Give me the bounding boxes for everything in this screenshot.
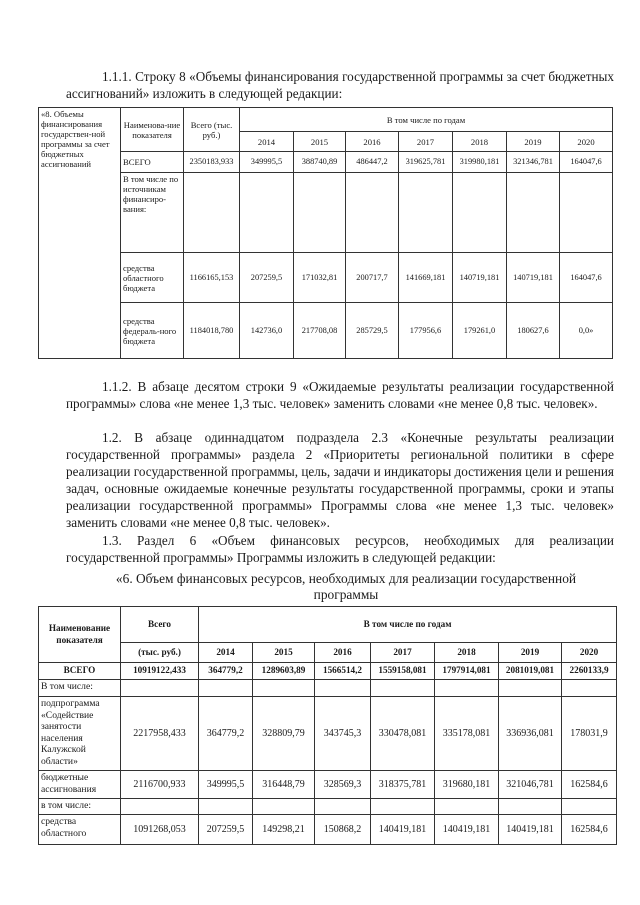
row-total: 2350183,933: [184, 152, 240, 173]
year-header: 2016: [346, 132, 399, 152]
cell-value: 349995,5: [240, 152, 294, 173]
year-header: 2019: [499, 643, 562, 663]
row-name: средства областного: [39, 815, 121, 845]
table-row: [39, 815, 617, 845]
cell-value: 164047,6: [560, 253, 613, 303]
cell-value: 141669,181: [399, 253, 453, 303]
col-total-header: Всего: [121, 607, 199, 643]
cell-value: 1559158,081: [371, 663, 435, 680]
cell-value: 1289603,89: [253, 663, 315, 680]
row-total: 10919122,433: [121, 663, 199, 680]
row-label-cell: «8. Объемы финансирования государствен-ной программы за счет бюджетных ассигнований: [39, 108, 121, 359]
row-total: 2217958,433: [121, 697, 199, 771]
cell-value: 207259,5: [199, 815, 253, 845]
cell-value: 162584,6: [562, 815, 617, 845]
year-header: 2014: [199, 643, 253, 663]
cell-value: 171032,81: [294, 253, 346, 303]
row-total: 1091268,053: [121, 815, 199, 845]
paragraph-1-1-1: [66, 68, 614, 102]
section-title: «6. Объем финансовых ресурсов, необходимых для реализации государственной программы: [115, 571, 577, 602]
row-name: В том числе:: [39, 680, 121, 697]
cell-value: 319980,181: [453, 152, 507, 173]
year-header: 2020: [560, 132, 613, 152]
col-years-header: В том числе по годам: [240, 108, 613, 132]
paragraph-1-3: [66, 532, 614, 566]
year-header: 2019: [507, 132, 560, 152]
table-row: [39, 771, 617, 799]
cell-value: 179261,0: [453, 303, 507, 359]
table-row: [39, 799, 617, 815]
financing-table-2: [38, 606, 617, 845]
cell-value: 336936,081: [499, 697, 562, 771]
cell-value: 285729,5: [346, 303, 399, 359]
cell-value: 140719,181: [507, 253, 560, 303]
row-name: бюджетные ассигнования: [39, 771, 121, 799]
cell-value: 388740,89: [294, 152, 346, 173]
row-name: средства федераль-ного бюджета: [121, 303, 184, 359]
cell-value: 316448,79: [253, 771, 315, 799]
cell-value: 0,0»: [560, 303, 613, 359]
row-total: 1184018,780: [184, 303, 240, 359]
col-unit-header: (тыс. руб.): [121, 643, 199, 663]
paragraph-1-2-text: 1.2. В абзаце одиннадцатом подраздела 2.3 «Конечные результаты реализации государственной программы» раздела 2 «Приоритеты региональной политики в сфере реализации государственной программы, цель, задачи и индикаторы достижения цели и решения задач, основные ожидаемые конечные результаты государственной программы, сроки и этапы реализации государственной программы» Программы слова «не менее 1,3 тыс. человек» заменить словами «не менее 0,8 тыс. человек».: [66, 430, 614, 530]
row-name: ВСЕГО: [121, 152, 184, 173]
row-name: подпрограмма «Содействие занятости населения Калужской области»: [39, 697, 121, 771]
cell-value: 330478,081: [371, 697, 435, 771]
year-header: 2017: [399, 132, 453, 152]
cell-value: 486447,2: [346, 152, 399, 173]
year-header: 2015: [253, 643, 315, 663]
cell-value: 319625,781: [399, 152, 453, 173]
cell-value: 140419,181: [499, 815, 562, 845]
cell-value: 140719,181: [453, 253, 507, 303]
row-name: средства областного бюджета: [121, 253, 184, 303]
row-total: 2116700,933: [121, 771, 199, 799]
col-years-header: В том числе по годам: [199, 607, 617, 643]
paragraph-1-2: [66, 429, 614, 531]
cell-value: 149298,21: [253, 815, 315, 845]
table-row: [39, 680, 617, 697]
cell-value: 321046,781: [499, 771, 562, 799]
table-row: [39, 253, 613, 303]
paragraph-1-1-1-text: 1.1.1. Строку 8 «Объемы финансирования государственной программы за счет бюджетных ассигнований» изложить в следующей редакции:: [66, 69, 614, 101]
cell-value: 364779,2: [199, 697, 253, 771]
col-name-header: Наименование показателя: [39, 607, 121, 663]
row-name: в том числе:: [39, 799, 121, 815]
paragraph-1-3-text: 1.3. Раздел 6 «Объем финансовых ресурсов, необходимых для реализации государственной программы» Программы изложить в следующей редакции:: [66, 533, 614, 565]
cell-value: 319680,181: [435, 771, 499, 799]
table-row: [39, 697, 617, 771]
col-name-header: Наименова-ние показателя: [121, 108, 184, 152]
cell-value: 318375,781: [371, 771, 435, 799]
year-header: 2018: [435, 643, 499, 663]
col-total-header: Всего (тыс. руб.): [184, 108, 240, 152]
table-row: [39, 663, 617, 680]
paragraph-1-1-2: [66, 378, 614, 412]
year-header: 2016: [315, 643, 371, 663]
cell-value: 200717,7: [346, 253, 399, 303]
row-name: В том числе по источникам финансиро-вания:: [121, 173, 184, 253]
cell-value: 328569,3: [315, 771, 371, 799]
year-header: 2015: [294, 132, 346, 152]
year-header: 2020: [562, 643, 617, 663]
cell-value: 2081019,081: [499, 663, 562, 680]
cell-value: 2260133,9: [562, 663, 617, 680]
year-header: 2018: [453, 132, 507, 152]
cell-value: 321346,781: [507, 152, 560, 173]
table-row: [39, 303, 613, 359]
cell-value: 328809,79: [253, 697, 315, 771]
cell-value: 178031,9: [562, 697, 617, 771]
cell-value: 142736,0: [240, 303, 294, 359]
cell-value: 140419,181: [435, 815, 499, 845]
cell-value: 180627,6: [507, 303, 560, 359]
year-header: 2014: [240, 132, 294, 152]
row-total: 1166165,153: [184, 253, 240, 303]
cell-value: 140419,181: [371, 815, 435, 845]
cell-value: 335178,081: [435, 697, 499, 771]
financing-table-1: [38, 107, 613, 359]
table-row: [39, 173, 613, 253]
cell-value: 1566514,2: [315, 663, 371, 680]
cell-value: 364779,2: [199, 663, 253, 680]
cell-value: 150868,2: [315, 815, 371, 845]
year-header: 2017: [371, 643, 435, 663]
cell-value: 349995,5: [199, 771, 253, 799]
table-row: [39, 152, 613, 173]
row-name: ВСЕГО: [39, 663, 121, 680]
cell-value: 217708,08: [294, 303, 346, 359]
cell-value: 343745,3: [315, 697, 371, 771]
cell-value: 177956,6: [399, 303, 453, 359]
cell-value: 1797914,081: [435, 663, 499, 680]
cell-value: 207259,5: [240, 253, 294, 303]
cell-value: 164047,6: [560, 152, 613, 173]
cell-value: 162584,6: [562, 771, 617, 799]
paragraph-1-1-2-text: 1.1.2. В абзаце десятом строки 9 «Ожидаемые результаты реализации государственной программы» слова «не менее 1,3 тыс. человек» заменить словами «не менее 0,8 тыс. человек».: [66, 379, 614, 411]
